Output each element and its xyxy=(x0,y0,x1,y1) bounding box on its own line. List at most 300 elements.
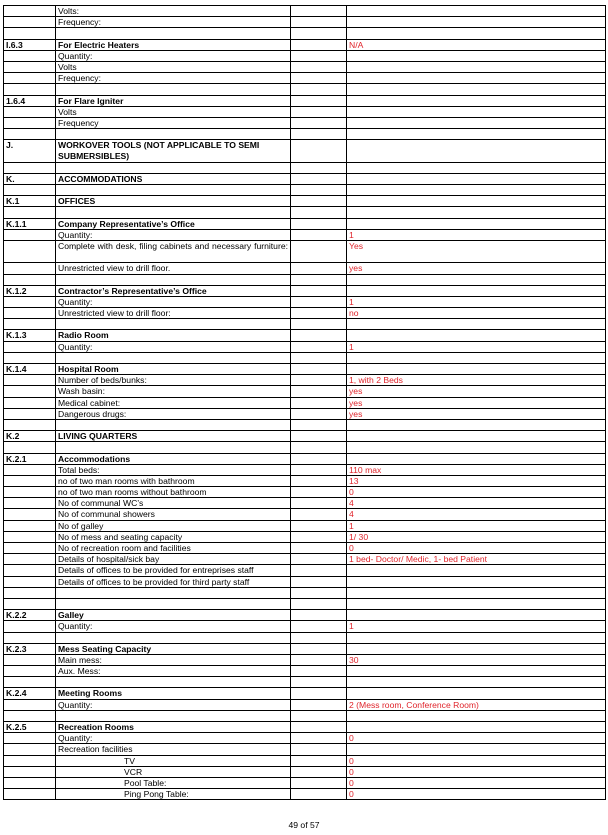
item-label xyxy=(55,129,290,139)
item-label: No of galley xyxy=(55,521,290,531)
section-number xyxy=(3,700,55,710)
section-number xyxy=(3,163,55,173)
item-label xyxy=(55,163,290,173)
item-label: Number of beds/bunks: xyxy=(55,375,290,385)
table-row xyxy=(3,51,606,62)
section-heading: For Flare Igniter xyxy=(55,96,290,106)
table-row xyxy=(3,342,606,353)
section-number xyxy=(3,756,55,766)
blank-cell xyxy=(290,599,346,609)
item-value: 0 xyxy=(346,756,606,766)
item-label: Volts xyxy=(55,107,290,117)
blank-cell xyxy=(290,465,346,475)
item-label: Pool Table: xyxy=(55,778,290,788)
section-number xyxy=(3,621,55,631)
blank-cell xyxy=(290,107,346,117)
table-row xyxy=(3,163,606,174)
item-value xyxy=(346,330,606,340)
section-number xyxy=(3,599,55,609)
item-value xyxy=(346,599,606,609)
section-number xyxy=(3,275,55,285)
section-number xyxy=(3,588,55,598)
blank-cell xyxy=(290,51,346,61)
item-label: Complete with desk, filing cabinets and necessary furniture: xyxy=(55,241,290,262)
section-number xyxy=(3,767,55,777)
item-value: 4 xyxy=(346,509,606,519)
item-label: Aux. Mess: xyxy=(55,666,290,676)
table-row xyxy=(3,476,606,487)
section-number xyxy=(3,409,55,419)
item-label xyxy=(55,353,290,363)
table-row xyxy=(3,398,606,409)
item-value: yes xyxy=(346,263,606,273)
table-row xyxy=(3,733,606,744)
blank-cell xyxy=(290,219,346,229)
item-value xyxy=(346,442,606,452)
table-row xyxy=(3,666,606,677)
blank-cell xyxy=(290,409,346,419)
section-number xyxy=(3,442,55,452)
item-label: Frequency: xyxy=(55,17,290,27)
section-number xyxy=(3,230,55,240)
blank-cell xyxy=(290,386,346,396)
table-row xyxy=(3,84,606,95)
blank-cell xyxy=(290,118,346,128)
section-number xyxy=(3,543,55,553)
item-label: Ping Pong Table: xyxy=(55,789,290,799)
table-row xyxy=(3,543,606,554)
section-number xyxy=(3,207,55,217)
table-row xyxy=(3,319,606,330)
table-row xyxy=(3,655,606,666)
item-label: Total beds: xyxy=(55,465,290,475)
section-number xyxy=(3,509,55,519)
section-number xyxy=(3,185,55,195)
table-row xyxy=(3,454,606,465)
table-row xyxy=(3,744,606,755)
item-value: 1 xyxy=(346,342,606,352)
section-number xyxy=(3,73,55,83)
item-value: 1 xyxy=(346,621,606,631)
blank-cell xyxy=(290,241,346,262)
section-heading: Recreation Rooms xyxy=(55,722,290,732)
item-value xyxy=(346,633,606,643)
table-row xyxy=(3,17,606,28)
blank-cell xyxy=(290,454,346,464)
section-number xyxy=(3,386,55,396)
section-number: K.1.1 xyxy=(3,219,55,229)
item-value xyxy=(346,62,606,72)
table-row xyxy=(3,129,606,140)
section-heading: Accommodations xyxy=(55,454,290,464)
item-label: Volts: xyxy=(55,6,290,16)
table-row xyxy=(3,498,606,509)
section-heading: LIVING QUARTERS xyxy=(55,431,290,441)
item-value: 0 xyxy=(346,543,606,553)
table-row xyxy=(3,610,606,621)
blank-cell xyxy=(290,275,346,285)
item-value: 0 xyxy=(346,789,606,799)
blank-cell xyxy=(290,722,346,732)
table-row xyxy=(3,196,606,207)
table-row xyxy=(3,140,606,162)
item-value: 30 xyxy=(346,655,606,665)
blank-cell xyxy=(290,308,346,318)
item-value xyxy=(346,454,606,464)
table-row xyxy=(3,465,606,476)
item-value xyxy=(346,107,606,117)
section-number xyxy=(3,711,55,721)
item-value xyxy=(346,219,606,229)
table-row xyxy=(3,487,606,498)
section-number: K.1 xyxy=(3,196,55,206)
table-row xyxy=(3,40,606,51)
section-number xyxy=(3,51,55,61)
section-number xyxy=(3,118,55,128)
item-label xyxy=(55,677,290,687)
blank-cell xyxy=(290,621,346,631)
item-label xyxy=(55,28,290,38)
blank-cell xyxy=(290,677,346,687)
blank-cell xyxy=(290,498,346,508)
table-row xyxy=(3,330,606,341)
section-number: K.1.4 xyxy=(3,364,55,374)
item-label xyxy=(55,420,290,430)
item-value xyxy=(346,420,606,430)
blank-cell xyxy=(290,96,346,106)
blank-cell xyxy=(290,185,346,195)
section-number xyxy=(3,297,55,307)
table-row xyxy=(3,62,606,73)
table-row xyxy=(3,308,606,319)
item-value xyxy=(346,610,606,620)
blank-cell xyxy=(290,666,346,676)
section-number xyxy=(3,789,55,799)
blank-cell xyxy=(290,84,346,94)
item-value: yes xyxy=(346,398,606,408)
table-row xyxy=(3,174,606,185)
item-label: Recreation facilities xyxy=(55,744,290,754)
item-value xyxy=(346,286,606,296)
item-value xyxy=(346,84,606,94)
blank-cell xyxy=(290,644,346,654)
blank-cell xyxy=(290,700,346,710)
blank-cell xyxy=(290,778,346,788)
table-row xyxy=(3,599,606,610)
section-number xyxy=(3,565,55,575)
section-number xyxy=(3,498,55,508)
section-number xyxy=(3,554,55,564)
table-row xyxy=(3,789,606,800)
section-number xyxy=(3,476,55,486)
item-label: Medical cabinet: xyxy=(55,398,290,408)
blank-cell xyxy=(290,163,346,173)
item-value: N/A xyxy=(346,40,606,50)
item-value xyxy=(346,185,606,195)
blank-cell xyxy=(290,73,346,83)
table-row xyxy=(3,297,606,308)
table-row xyxy=(3,230,606,241)
table-row xyxy=(3,241,606,263)
blank-cell xyxy=(290,342,346,352)
table-row xyxy=(3,633,606,644)
table-row xyxy=(3,532,606,543)
item-label xyxy=(55,84,290,94)
blank-cell xyxy=(290,6,346,16)
item-label: Wash basin: xyxy=(55,386,290,396)
section-number xyxy=(3,375,55,385)
item-value xyxy=(346,744,606,754)
item-value xyxy=(346,565,606,575)
table-row xyxy=(3,286,606,297)
table-row xyxy=(3,621,606,632)
blank-cell xyxy=(290,521,346,531)
table-row xyxy=(3,644,606,655)
blank-cell xyxy=(290,532,346,542)
table-row xyxy=(3,722,606,733)
table-row xyxy=(3,577,606,588)
item-value xyxy=(346,711,606,721)
section-heading: OFFICES xyxy=(55,196,290,206)
item-value xyxy=(346,666,606,676)
blank-cell xyxy=(290,420,346,430)
blank-cell xyxy=(290,789,346,799)
item-value xyxy=(346,364,606,374)
blank-cell xyxy=(290,487,346,497)
table-row xyxy=(3,185,606,196)
blank-cell xyxy=(290,286,346,296)
section-number xyxy=(3,129,55,139)
blank-cell xyxy=(290,319,346,329)
section-number xyxy=(3,778,55,788)
item-label: Quantity: xyxy=(55,342,290,352)
item-label: Unrestricted view to drill floor. xyxy=(55,263,290,273)
item-value xyxy=(346,722,606,732)
page-number: 49 of 57 xyxy=(288,820,320,830)
blank-cell xyxy=(290,767,346,777)
section-number xyxy=(3,353,55,363)
table-row xyxy=(3,386,606,397)
item-value: 1, with 2 Beds xyxy=(346,375,606,385)
section-number: K.1.2 xyxy=(3,286,55,296)
table-row xyxy=(3,688,606,699)
table-row xyxy=(3,521,606,532)
item-value xyxy=(346,28,606,38)
item-value xyxy=(346,163,606,173)
table-row xyxy=(3,364,606,375)
item-label xyxy=(55,633,290,643)
blank-cell xyxy=(290,230,346,240)
blank-cell xyxy=(290,330,346,340)
item-label xyxy=(55,588,290,598)
section-heading: Radio Room xyxy=(55,330,290,340)
item-value xyxy=(346,17,606,27)
section-number xyxy=(3,398,55,408)
item-value: 0 xyxy=(346,487,606,497)
table-row xyxy=(3,6,606,17)
item-value xyxy=(346,588,606,598)
table-row xyxy=(3,219,606,230)
blank-cell xyxy=(290,174,346,184)
section-number xyxy=(3,733,55,743)
item-value: 2 (Mess room, Conference Room) xyxy=(346,700,606,710)
item-label: Quantity: xyxy=(55,297,290,307)
item-value: 1 bed- Doctor/ Medic, 1- bed Patient xyxy=(346,554,606,564)
blank-cell xyxy=(290,263,346,273)
blank-cell xyxy=(290,577,346,587)
item-label xyxy=(55,275,290,285)
item-label: Quantity: xyxy=(55,51,290,61)
item-value xyxy=(346,677,606,687)
table-row xyxy=(3,431,606,442)
blank-cell xyxy=(290,375,346,385)
item-label: TV xyxy=(55,756,290,766)
blank-cell xyxy=(290,297,346,307)
blank-cell xyxy=(290,196,346,206)
table-row xyxy=(3,96,606,107)
section-number xyxy=(3,420,55,430)
item-value: 0 xyxy=(346,778,606,788)
blank-cell xyxy=(290,442,346,452)
item-label: Frequency xyxy=(55,118,290,128)
item-value xyxy=(346,6,606,16)
item-value xyxy=(346,73,606,83)
item-value: 1 xyxy=(346,230,606,240)
table-row xyxy=(3,420,606,431)
blank-cell xyxy=(290,28,346,38)
item-value: Yes xyxy=(346,241,606,262)
table-row xyxy=(3,756,606,767)
table-row xyxy=(3,778,606,789)
section-number xyxy=(3,744,55,754)
section-number: K.2.2 xyxy=(3,610,55,620)
item-label xyxy=(55,185,290,195)
section-number xyxy=(3,107,55,117)
item-value xyxy=(346,140,606,161)
table-row xyxy=(3,375,606,386)
section-number xyxy=(3,342,55,352)
table-row xyxy=(3,107,606,118)
section-heading: Galley xyxy=(55,610,290,620)
item-label: Dangerous drugs: xyxy=(55,409,290,419)
table-row xyxy=(3,28,606,39)
section-number: K.2.3 xyxy=(3,644,55,654)
section-number xyxy=(3,521,55,531)
item-label: Details of hospital/sick bay xyxy=(55,554,290,564)
item-value xyxy=(346,207,606,217)
table-row xyxy=(3,353,606,364)
section-number xyxy=(3,677,55,687)
table-row xyxy=(3,677,606,688)
section-number xyxy=(3,84,55,94)
blank-cell xyxy=(290,431,346,441)
item-label: no of two man rooms with bathroom xyxy=(55,476,290,486)
table-row xyxy=(3,275,606,286)
item-value: 4 xyxy=(346,498,606,508)
table-row xyxy=(3,554,606,565)
item-value xyxy=(346,96,606,106)
item-label: Quantity: xyxy=(55,621,290,631)
blank-cell xyxy=(290,543,346,553)
blank-cell xyxy=(290,398,346,408)
item-label xyxy=(55,599,290,609)
item-value: 1 xyxy=(346,521,606,531)
item-label: No of communal showers xyxy=(55,509,290,519)
section-number: K.1.3 xyxy=(3,330,55,340)
section-number xyxy=(3,319,55,329)
blank-cell xyxy=(290,62,346,72)
item-label xyxy=(55,442,290,452)
item-value xyxy=(346,688,606,698)
blank-cell xyxy=(290,610,346,620)
blank-cell xyxy=(290,733,346,743)
item-label: VCR xyxy=(55,767,290,777)
item-value xyxy=(346,51,606,61)
blank-cell xyxy=(290,756,346,766)
item-value xyxy=(346,644,606,654)
table-row xyxy=(3,700,606,711)
table-row xyxy=(3,588,606,599)
section-number xyxy=(3,6,55,16)
item-label: No of communal WC’s xyxy=(55,498,290,508)
table-row xyxy=(3,442,606,453)
item-value xyxy=(346,431,606,441)
item-label: Unrestricted view to drill floor: xyxy=(55,308,290,318)
item-label: Details of offices to be provided for third party staff xyxy=(55,577,290,587)
section-heading: Meeting Rooms xyxy=(55,688,290,698)
blank-cell xyxy=(290,554,346,564)
item-label: Frequency: xyxy=(55,73,290,83)
section-number xyxy=(3,532,55,542)
table-row xyxy=(3,118,606,129)
blank-cell xyxy=(290,744,346,754)
section-number xyxy=(3,655,55,665)
table-row xyxy=(3,509,606,520)
item-label: No of mess and seating capacity xyxy=(55,532,290,542)
table-row xyxy=(3,263,606,274)
blank-cell xyxy=(290,476,346,486)
section-number: J. xyxy=(3,140,55,161)
section-heading: Hospital Room xyxy=(55,364,290,374)
table-row xyxy=(3,409,606,420)
item-label: No of recreation room and facilities xyxy=(55,543,290,553)
item-value xyxy=(346,196,606,206)
item-value: 1/ 30 xyxy=(346,532,606,542)
section-number xyxy=(3,241,55,262)
item-value xyxy=(346,577,606,587)
blank-cell xyxy=(290,655,346,665)
item-value: 0 xyxy=(346,733,606,743)
blank-cell xyxy=(290,40,346,50)
item-label xyxy=(55,711,290,721)
item-value: 1 xyxy=(346,297,606,307)
item-label xyxy=(55,319,290,329)
item-label: no of two man rooms without bathroom xyxy=(55,487,290,497)
blank-cell xyxy=(290,588,346,598)
section-number: K.2.4 xyxy=(3,688,55,698)
item-value xyxy=(346,319,606,329)
specification-table xyxy=(3,5,606,800)
item-value: yes xyxy=(346,409,606,419)
section-number xyxy=(3,28,55,38)
item-value: 0 xyxy=(346,767,606,777)
section-number: 1.6.4 xyxy=(3,96,55,106)
section-heading: Company Representative’s Office xyxy=(55,219,290,229)
blank-cell xyxy=(290,688,346,698)
item-label: Main mess: xyxy=(55,655,290,665)
blank-cell xyxy=(290,129,346,139)
section-number xyxy=(3,308,55,318)
